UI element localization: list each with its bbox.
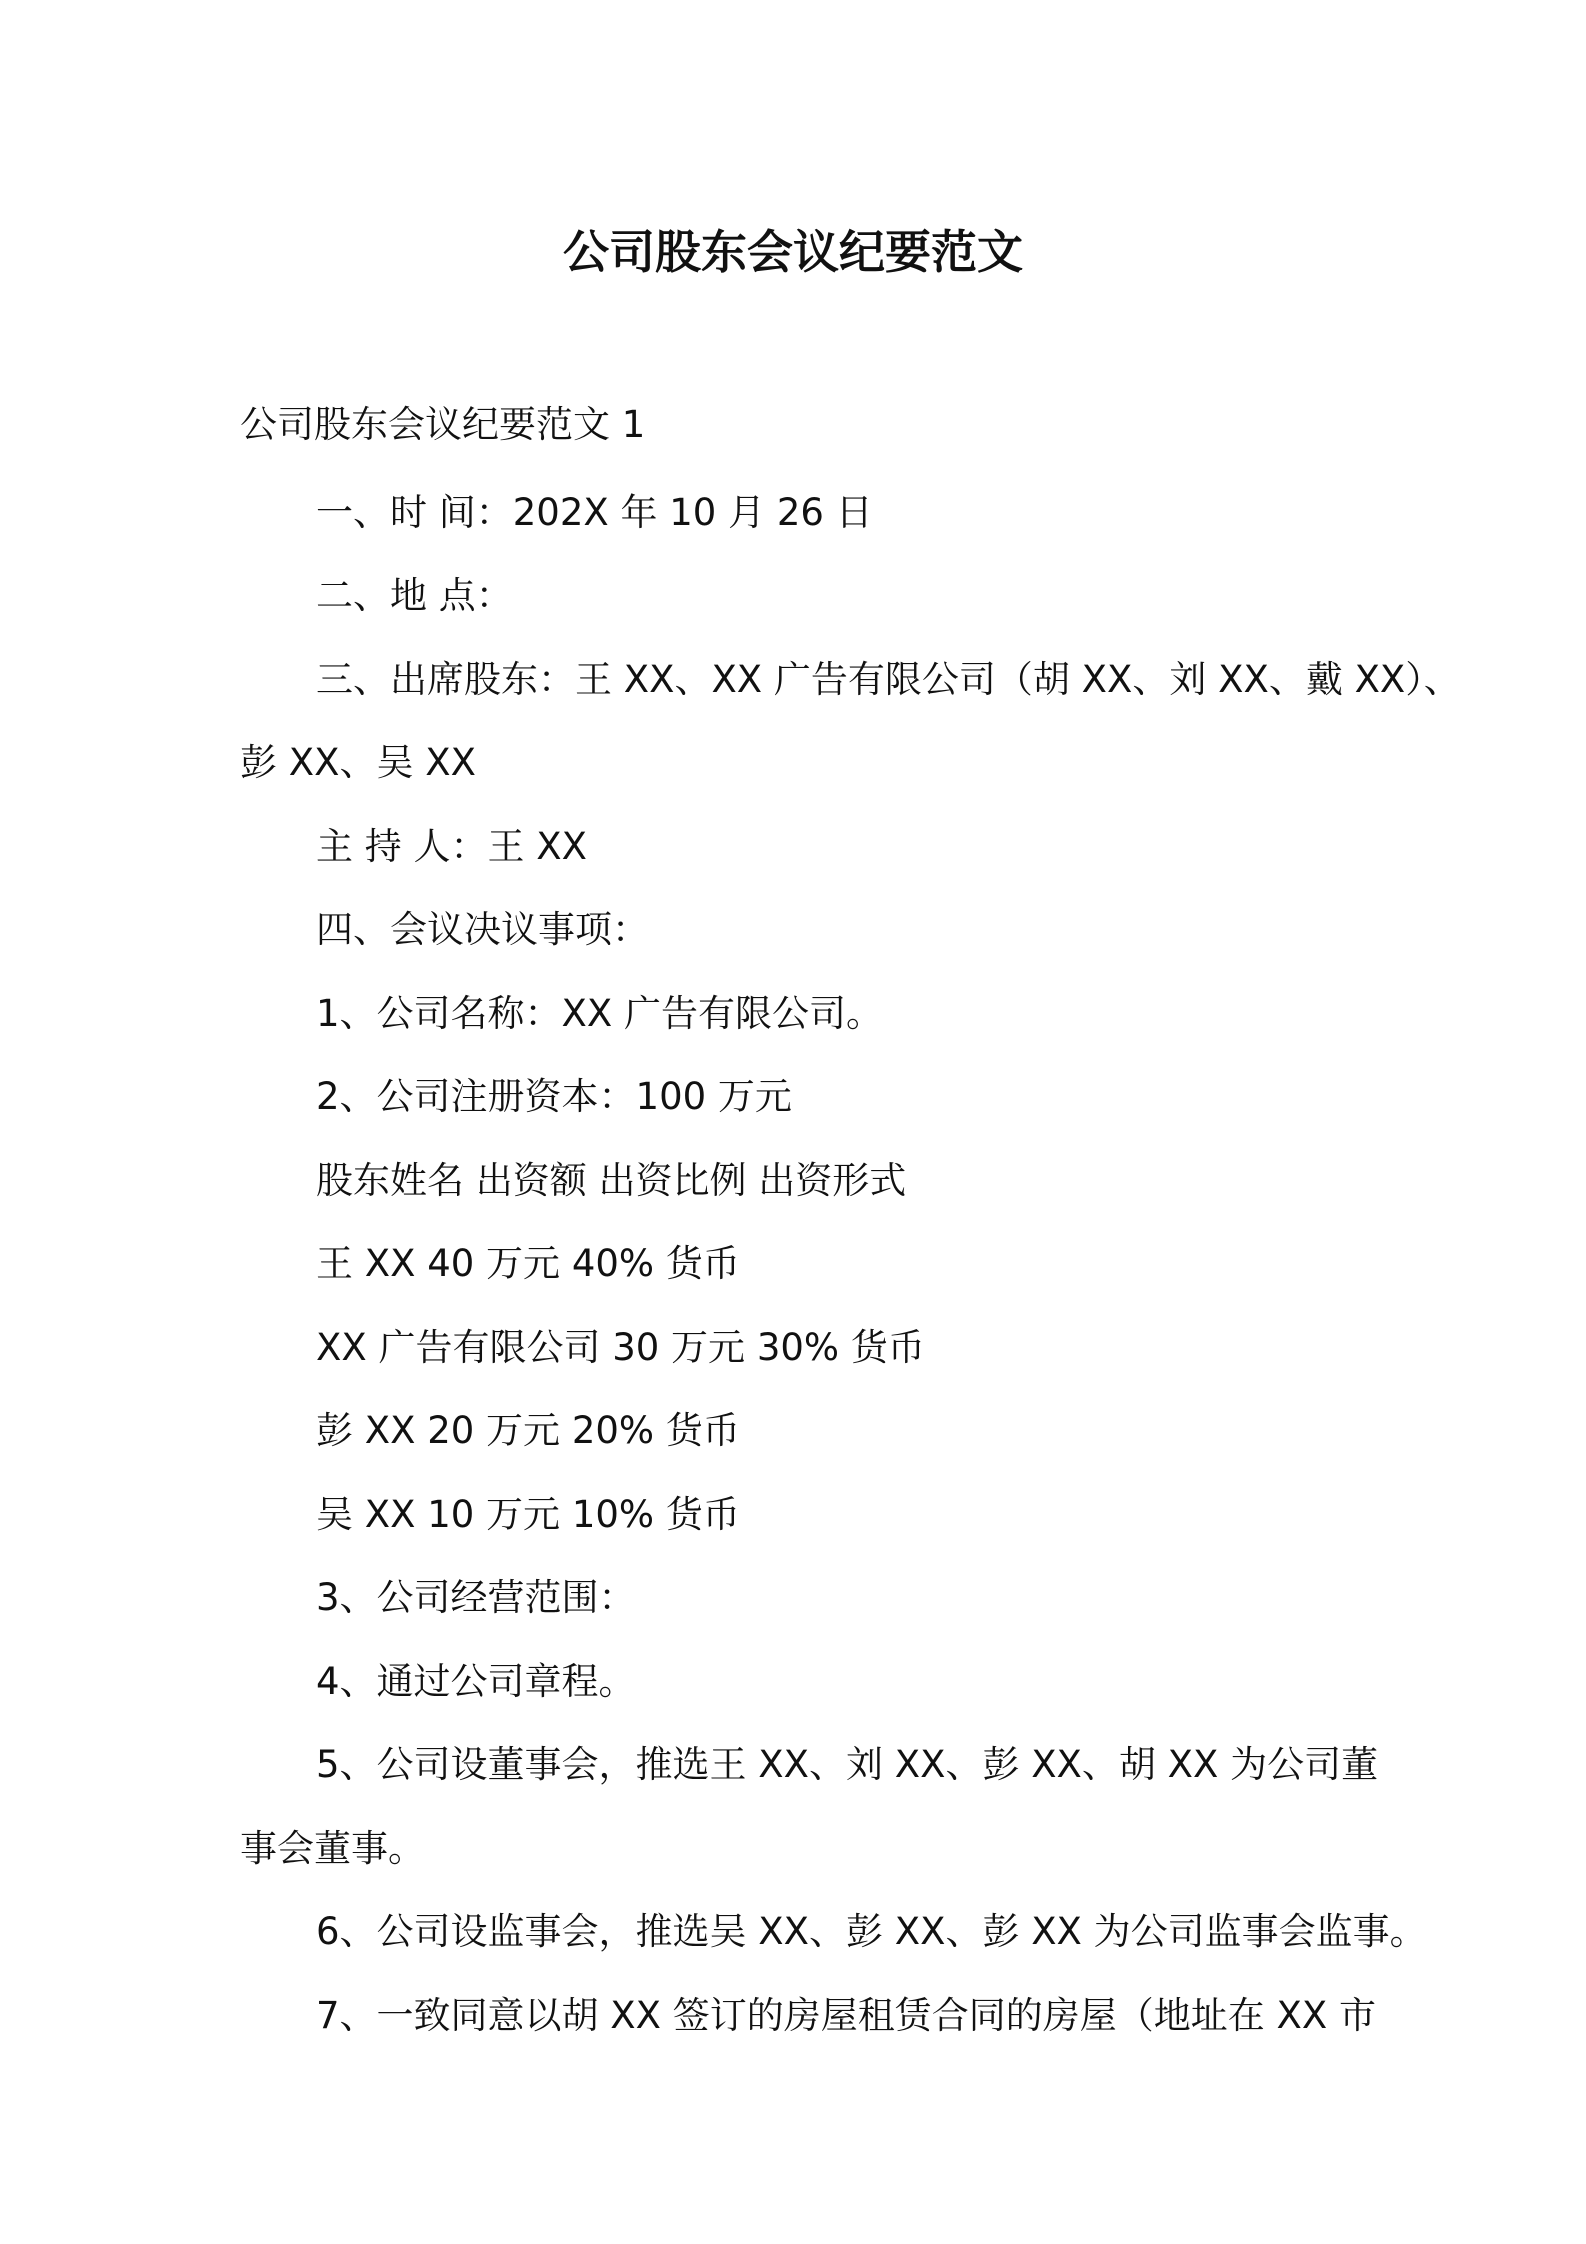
capital-table-header: 股东姓名 出资额 出资比例 出资形式 [316, 1159, 907, 1202]
resolution-1: 1、公司名称：XX 广告有限公司。 [316, 992, 883, 1035]
resolution-7-line-1: 7、一致同意以胡 XX 签订的房屋租赁合同的房屋（地址在 XX 市 [316, 1994, 1376, 2037]
resolutions-heading: 四、会议决议事项： [316, 908, 649, 951]
resolution-3: 3、公司经营范围： [316, 1576, 636, 1619]
page-title: 公司股东会议纪要范文 [563, 225, 1023, 279]
resolution-5-line-2: 事会董事。 [240, 1827, 425, 1870]
meeting-time: 一、时 间：202X 年 10 月 26 日 [316, 491, 873, 534]
resolution-4: 4、通过公司章程。 [316, 1660, 636, 1703]
capital-table-row: XX 广告有限公司 30 万元 30% 货币 [316, 1326, 925, 1369]
resolution-6: 6、公司设监事会，推选吴 XX、彭 XX、彭 XX 为公司监事会监事。 [316, 1910, 1427, 1953]
capital-table-row: 彭 XX 20 万元 20% 货币 [316, 1409, 740, 1452]
capital-table-row: 王 XX 40 万元 40% 货币 [316, 1242, 740, 1285]
attendees-line-2: 彭 XX、吴 XX [240, 741, 476, 784]
meeting-host: 主 持 人：王 XX [316, 825, 587, 868]
section-heading: 公司股东会议纪要范文 1 [240, 403, 646, 446]
capital-table-row: 吴 XX 10 万元 10% 货币 [316, 1493, 740, 1536]
resolution-2: 2、公司注册资本：100 万元 [316, 1075, 792, 1118]
meeting-place: 二、地 点： [316, 574, 513, 617]
attendees-line-1: 三、出席股东：王 XX、XX 广告有限公司（胡 XX、刘 XX、戴 XX）、 [316, 658, 1461, 701]
resolution-5-line-1: 5、公司设董事会，推选王 XX、刘 XX、彭 XX、胡 XX 为公司董 [316, 1743, 1379, 1786]
